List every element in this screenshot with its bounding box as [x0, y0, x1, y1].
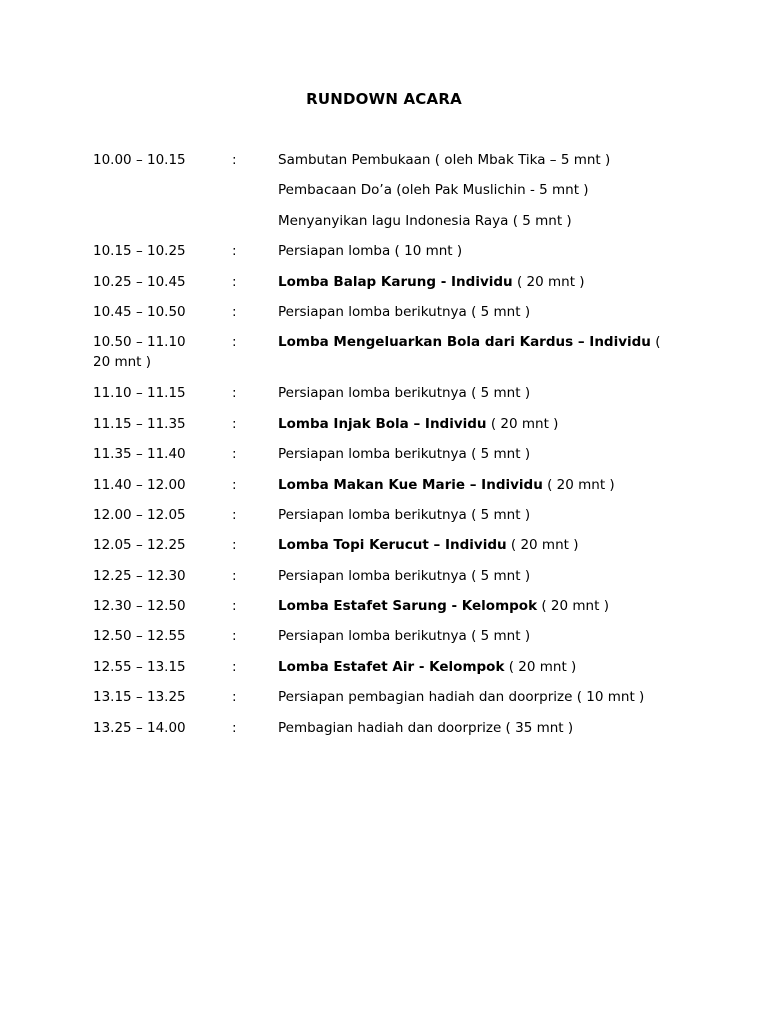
row-time: 12.55 – 13.15	[93, 658, 186, 675]
row-detail: Persiapan lomba berikutnya ( 5 mnt )	[278, 506, 531, 523]
row-detail: Persiapan lomba ( 10 mnt )	[278, 243, 463, 260]
row-description	[278, 241, 693, 261]
rundown-row	[93, 505, 693, 535]
row-time: 13.25 – 14.00	[93, 719, 186, 736]
row-event-name: Lomba Estafet Sarung - Kelompok	[278, 598, 538, 615]
row-event-name: Lomba Balap Karung - Individu	[278, 273, 513, 290]
row-description	[278, 566, 693, 586]
row-time: 11.15 – 11.35	[93, 415, 186, 432]
row-separator: :	[232, 446, 237, 463]
rundown-row	[93, 718, 693, 748]
row-separator: :	[232, 385, 237, 402]
row-detail: Persiapan lomba berikutnya ( 5 mnt )	[278, 446, 531, 463]
row-time: 12.25 – 12.30	[93, 567, 186, 584]
row-time: 13.15 – 13.25	[93, 689, 186, 706]
row-detail: Persiapan lomba berikutnya ( 5 mnt )	[278, 303, 531, 320]
row-description	[278, 505, 693, 525]
row-separator: :	[232, 476, 237, 493]
row-separator: :	[232, 689, 237, 706]
row-detail: Pembagian hadiah dan doorprize ( 35 mnt )	[278, 719, 574, 736]
row-time: 12.30 – 12.50	[93, 598, 186, 615]
row-time: 10.25 – 10.45	[93, 273, 186, 290]
row-detail: Menyanyikan lagu Indonesia Raya ( 5 mnt )	[278, 212, 572, 229]
row-description	[278, 626, 693, 646]
row-description	[278, 687, 693, 707]
row-separator: :	[232, 537, 237, 554]
rundown-list	[93, 150, 693, 748]
row-separator: :	[232, 506, 237, 523]
row-time: 11.35 – 11.40	[93, 446, 186, 463]
row-time: 11.10 – 11.15	[93, 385, 186, 402]
row-separator: :	[232, 243, 237, 260]
row-description	[278, 535, 693, 555]
row-event-name: Lomba Estafet Air - Kelompok	[278, 658, 505, 675]
rundown-row	[93, 657, 693, 687]
row-description	[278, 272, 693, 292]
row-time: 10.00 – 10.15	[93, 152, 186, 168]
row-event-name: Lomba Topi Kerucut – Individu	[278, 537, 507, 554]
rundown-row	[93, 414, 693, 444]
row-separator: :	[232, 658, 237, 675]
row-detail: Sambutan Pembukaan ( oleh Mbak Tika – 5 mnt )	[278, 152, 611, 168]
row-time: 10.15 – 10.25	[93, 243, 186, 260]
row-time: 10.45 – 10.50	[93, 303, 186, 320]
row-event-name: Lomba Mengeluarkan Bola dari Kardus – Individu	[278, 334, 651, 351]
row-description	[278, 718, 693, 738]
row-time: 10.50 – 11.10	[93, 334, 186, 351]
rundown-row	[93, 596, 693, 626]
row-detail: Persiapan lomba berikutnya ( 5 mnt )	[278, 385, 531, 402]
row-description	[278, 657, 693, 677]
row-detail: Pembacaan Do’a (oleh Pak Muslichin - 5 mnt )	[278, 182, 589, 199]
rundown-row	[93, 332, 693, 383]
row-event-name: Lomba Injak Bola – Individu	[278, 415, 487, 432]
rundown-row	[93, 626, 693, 656]
row-separator: :	[232, 628, 237, 645]
row-separator: :	[232, 152, 237, 168]
rundown-row	[93, 241, 693, 271]
row-description	[278, 596, 693, 616]
rundown-row	[93, 475, 693, 505]
row-description	[278, 302, 693, 322]
row-detail: Persiapan pembagian hadiah dan doorprize ( 10 mnt )	[278, 689, 645, 706]
rundown-row	[93, 535, 693, 565]
row-event-name: Lomba Makan Kue Marie – Individu	[278, 476, 543, 493]
row-description	[278, 150, 693, 170]
row-time: 12.00 – 12.05	[93, 506, 186, 523]
row-description	[278, 180, 693, 200]
row-detail: Persiapan lomba berikutnya ( 5 mnt )	[278, 567, 531, 584]
row-detail: ( 20 mnt )	[486, 415, 559, 432]
rundown-row	[93, 383, 693, 413]
row-time: 12.05 – 12.25	[93, 537, 186, 554]
rundown-row	[93, 302, 693, 332]
page-title: RUNDOWN ACARA	[306, 90, 462, 108]
row-detail: ( 20 mnt )	[504, 658, 577, 675]
row-detail: Persiapan lomba berikutnya ( 5 mnt )	[278, 628, 531, 645]
row-separator: :	[232, 273, 237, 290]
row-detail: ( 20 mnt )	[537, 598, 609, 615]
row-description	[278, 211, 693, 231]
row-separator: :	[232, 415, 237, 432]
row-separator: :	[232, 303, 237, 320]
row-detail: ( 20 mnt )	[93, 334, 661, 371]
row-separator: :	[232, 334, 237, 351]
rundown-row	[93, 272, 693, 302]
row-detail: ( 20 mnt )	[512, 273, 585, 290]
rundown-row	[93, 687, 693, 717]
rundown-row	[93, 566, 693, 596]
rundown-row	[93, 180, 693, 210]
rundown-row	[93, 211, 693, 241]
row-description	[278, 383, 693, 403]
row-time: 11.40 – 12.00	[93, 476, 186, 493]
row-separator: :	[232, 598, 237, 615]
row-separator: :	[232, 567, 237, 584]
row-separator: :	[232, 719, 237, 736]
rundown-row	[93, 150, 693, 180]
row-detail: ( 20 mnt )	[506, 537, 579, 554]
row-time: 12.50 – 12.55	[93, 628, 186, 645]
row-description	[278, 444, 693, 464]
row-description	[278, 475, 693, 495]
row-description	[278, 414, 693, 434]
rundown-row	[93, 444, 693, 474]
row-detail: ( 20 mnt )	[542, 476, 615, 493]
